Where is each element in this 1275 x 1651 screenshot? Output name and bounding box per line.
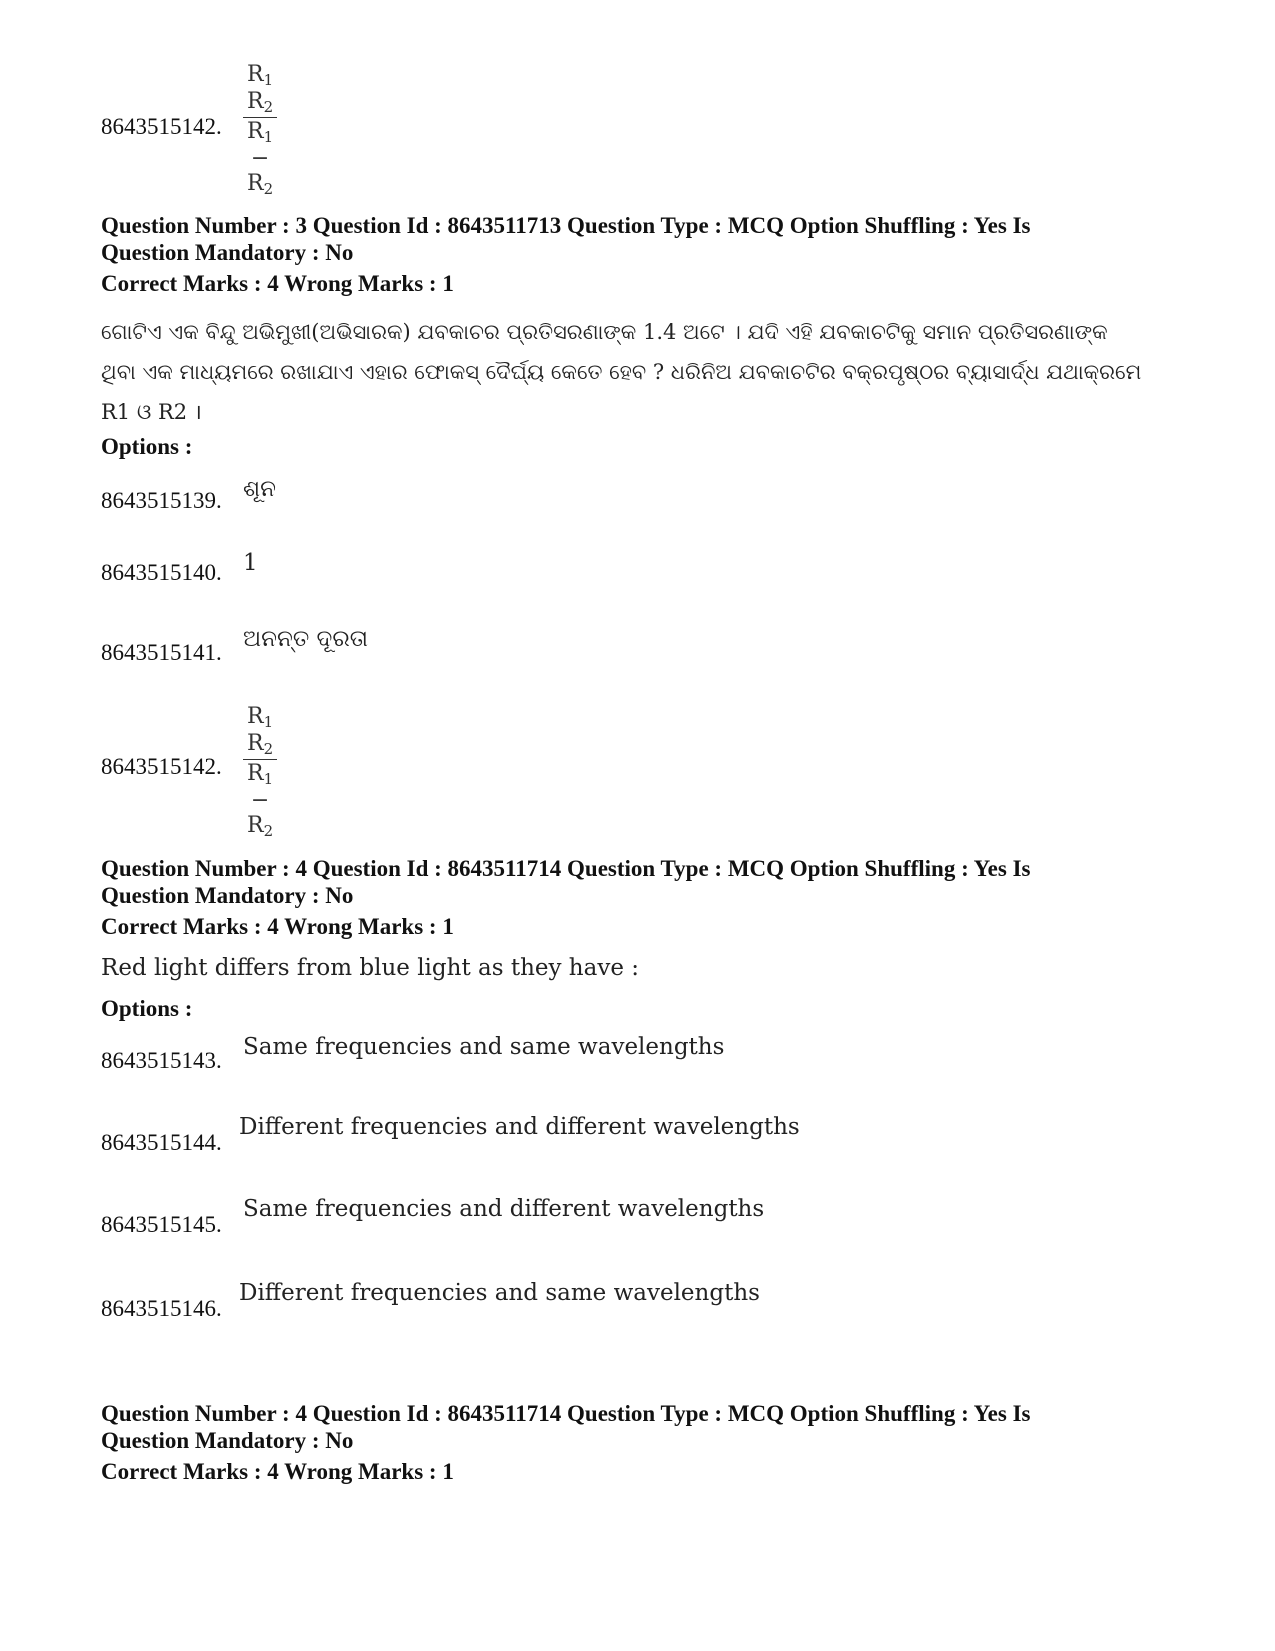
option-id: 8643515142. bbox=[101, 114, 222, 139]
options-label: Options : bbox=[101, 996, 193, 1021]
option-text: Different frequencies and same wavelengths bbox=[239, 1280, 760, 1306]
question-text bbox=[101, 312, 1181, 432]
fraction-numerator: $R_1$ $R_2$ bbox=[243, 62, 277, 118]
option-id: 8643515144. bbox=[101, 1130, 222, 1155]
question-text-line: ଗୋଟିଏ ଏକ ବିନ୍ଦୁ ଅଭିମୁଖୀ(ଅଭିସାରକ) ଯବକାଚର ପ୍ରତିସରଣାଙ୍କ 1.4 ଅଟେ । ଯଦି ଏହି ଯବକାଚଟିକୁ ସମାନ ପ୍ରତିସରଣାଙ୍କ bbox=[101, 320, 1108, 344]
option-text: ଶୂନ bbox=[243, 476, 276, 502]
option-id: 8643515139. bbox=[101, 488, 222, 513]
fraction-denominator: $R_1 - R_2$ bbox=[247, 761, 274, 840]
option-id: 8643515145. bbox=[101, 1212, 222, 1237]
question-header-line: Question Mandatory : No bbox=[101, 1428, 354, 1453]
question-header bbox=[101, 855, 1181, 909]
question-text-line: R1 ଓ R2 । bbox=[101, 400, 202, 424]
option-text: Same frequencies and different wavelengths bbox=[243, 1196, 765, 1222]
question-text-line: ଥିବା ଏକ ମାଧ୍ୟମରେ ରଖାଯାଏ ଏହାର ଫୋକସ୍ ଦୈର୍ଘ୍ୟ କେତେ ହେବ ? ଧରିନିଅ ଯବକାଚଟିର ବକ୍ରପୃଷ୍ଠର ବ୍ୟାସାର୍ଦ୍ଧ ଯଥାକ୍ରମେ bbox=[101, 360, 1142, 384]
fraction-denominator: $R_1 - R_2$ bbox=[247, 119, 274, 198]
option-text: Same frequencies and same wavelengths bbox=[243, 1034, 725, 1060]
question-marks: Correct Marks : 4 Wrong Marks : 1 bbox=[101, 271, 454, 296]
question-marks: Correct Marks : 4 Wrong Marks : 1 bbox=[101, 1459, 454, 1484]
question-header bbox=[101, 1400, 1181, 1454]
question-header-line: Question Mandatory : No bbox=[101, 883, 354, 908]
option-text: Different frequencies and different wavelengths bbox=[239, 1114, 800, 1140]
question-header-line: Question Number : 3 Question Id : 8643511713 Question Type : MCQ Option Shuffling : Yes Is bbox=[101, 213, 1031, 238]
option-id: 8643515141. bbox=[101, 640, 222, 665]
option-id: 8643515146. bbox=[101, 1296, 222, 1321]
fraction-formula bbox=[243, 704, 277, 840]
question-header-line: Question Mandatory : No bbox=[101, 240, 354, 265]
option-id: 8643515140. bbox=[101, 560, 222, 585]
options-label: Options : bbox=[101, 434, 193, 459]
option-id: 8643515143. bbox=[101, 1048, 222, 1073]
question-header-line: Question Number : 4 Question Id : 8643511714 Question Type : MCQ Option Shuffling : Yes Is bbox=[101, 1401, 1031, 1426]
option-id: 8643515142. bbox=[101, 754, 222, 779]
fraction-formula bbox=[243, 62, 277, 198]
question-marks: Correct Marks : 4 Wrong Marks : 1 bbox=[101, 914, 454, 939]
question-header-line: Question Number : 4 Question Id : 8643511714 Question Type : MCQ Option Shuffling : Yes Is bbox=[101, 856, 1031, 881]
option-text: ଅନନ୍ତ ଦୂରତା bbox=[243, 626, 369, 652]
question-header bbox=[101, 212, 1181, 266]
question-text: Red light differs from blue light as they have : bbox=[101, 955, 639, 981]
fraction-numerator: $R_1$ $R_2$ bbox=[243, 704, 277, 760]
option-text: 1 bbox=[243, 550, 258, 576]
